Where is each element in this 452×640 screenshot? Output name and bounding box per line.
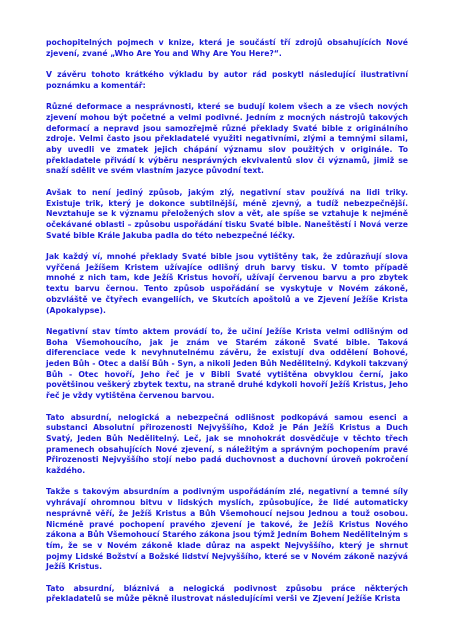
document-page	[46, 38, 408, 605]
paragraph-deformations: Různé deformace a nesprávnosti, které se budují kolem všech a ze všech nových zjevení mohou být početné a velmi podivné. Jedním z mocných nástrojů takových deformací a nepravd jsou samozřejmě různé překlady Svaté bible z originálního zdroje. Velmi často jsou překladatelé využiti negativními, zlými a temnými silami, aby uvedli ve zmatek jejich chápání významu slov použitých v originále. To překladatele přivádí k výběru nesprávných ekvivalentů slov či významů, jimiž se snaží sdělit ve svém vlastním jazyce původní text.	[46, 102, 408, 176]
paragraph-two-gods: Negativní stav tímto aktem provádí to, že učiní Ježíše Krista velmi odlišným od Boha Všemohoucího, jak je znám ve Starém zákoně Svaté bible. Taková diferenciace vede k nevyhnutelnému závěru, že existují dva oddělení Bohové, jeden Bůh - Otec a další Bůh - Syn, a nikoli Jeden Bůh Nedělitelný. Kdykoli takzvaný Bůh - Otec hovoří, Jeho řeč je v Bibli Svaté vytištěna obvyklou černí, jako povětšinou veškerý zbytek textu, na straně druhé kdykoli hovoří Ježíš Kristus, Jeho řeč je vždy vytištěna červenou barvou.	[46, 326, 408, 401]
paragraph-subtle-trick: Avšak to není jediný způsob, jakým zlý, negativní stav používá na lidi triky. Existuje trik, který je dokonce subtilnější, méně zjevný, a tudíž nebezpečnější. Nevztahuje se k významu přeložených slov a vět, ale spíše se vztahuje k nejméně očekávané oblasti – způsobu uspořádání tisku Svaté bible. Naneštěstí i Nová verze Svaté bible Krále Jakuba padla do této nebezpečné léčky.	[46, 187, 408, 240]
paragraph-red-letter-print: Jak každý ví, mnohé překlady Svaté bible jsou vytištěny tak, že zdůrazňují slova vyřčená Ježíšem Kristem užívajíce odlišný druh barvy tisku. V tomto případě mnohé z nich tam, kde Ježíš Kristus hovoří, užívají červenou barvu a pro zbytek textu barvu černou. Tento způsob uspořádání se vyskytuje v Novém zákoně, obzvláště ve čtyřech evangeliích, ve Skutcích apoštolů a ve Zjevení Ježíše Krista (Apokalypse).	[46, 252, 408, 315]
paragraph-intro-continuation: pochopitelných pojmech v knize, která je součástí tří zdrojů obsahujících Nové zjevení, zvané „Who Are You and Why Are You Here?“.	[46, 38, 408, 58]
paragraph-author-note: V závěru tohoto krátkého výkladu by autor rád poskytl následující ilustrativní poznámku a komentář:	[46, 70, 408, 90]
paragraph-absurd-distinction: Tato absurdní, nelogická a nebezpečná odlišnost podkopává samou esenci a substanci Absolutní přirozenosti Nejvyššího, Kdož je Pán Ježíš Kristus a Duch Svatý, Jeden Bůh Nedělitelný. Leč, jak se mnohokrát dosvědčuje v těchto třech pramenech obsahujících Nové zjevení, s náležitým a správným pochopením pravé Přirozenosti Nejvyššího stojí nebo padá duchovnost a duchovní úroveň pokročení každého.	[46, 412, 408, 476]
paragraph-illustration-verses: Tato absurdní, bláznivá a nelogická podivnost způsobu práce některých překladatelů se může pěkně ilustrovat následujícími verši ve Zjevení Ježíše Krista	[46, 583, 408, 604]
paragraph-true-understanding: Takže s takovým absurdním a podivným uspořádáním zlé, negativní a temné síly vyhrávají ohromnou bitvu v lidských myslích, způsobujíce, že lidé automaticky nesprávně věří, že Ježíš Kristus a Bůh Všemohoucí nejsou Jednou a touž osobou. Nicméně pravé pochopení pravého zjevení je takové, že Ježíš Kristus Nového zákona a Bůh Všemohoucí Starého zákona jsou týmž Jedním Bohem Nedělitelným s tím, že se v Novém zákoně klade důraz na aspekt Nejvyššího, který je shrnut pojmy Lidské Božství a Božské lidství Nejvyššího, které se v Novém zákoně nazývá Ježíš Kristus.	[46, 487, 408, 572]
